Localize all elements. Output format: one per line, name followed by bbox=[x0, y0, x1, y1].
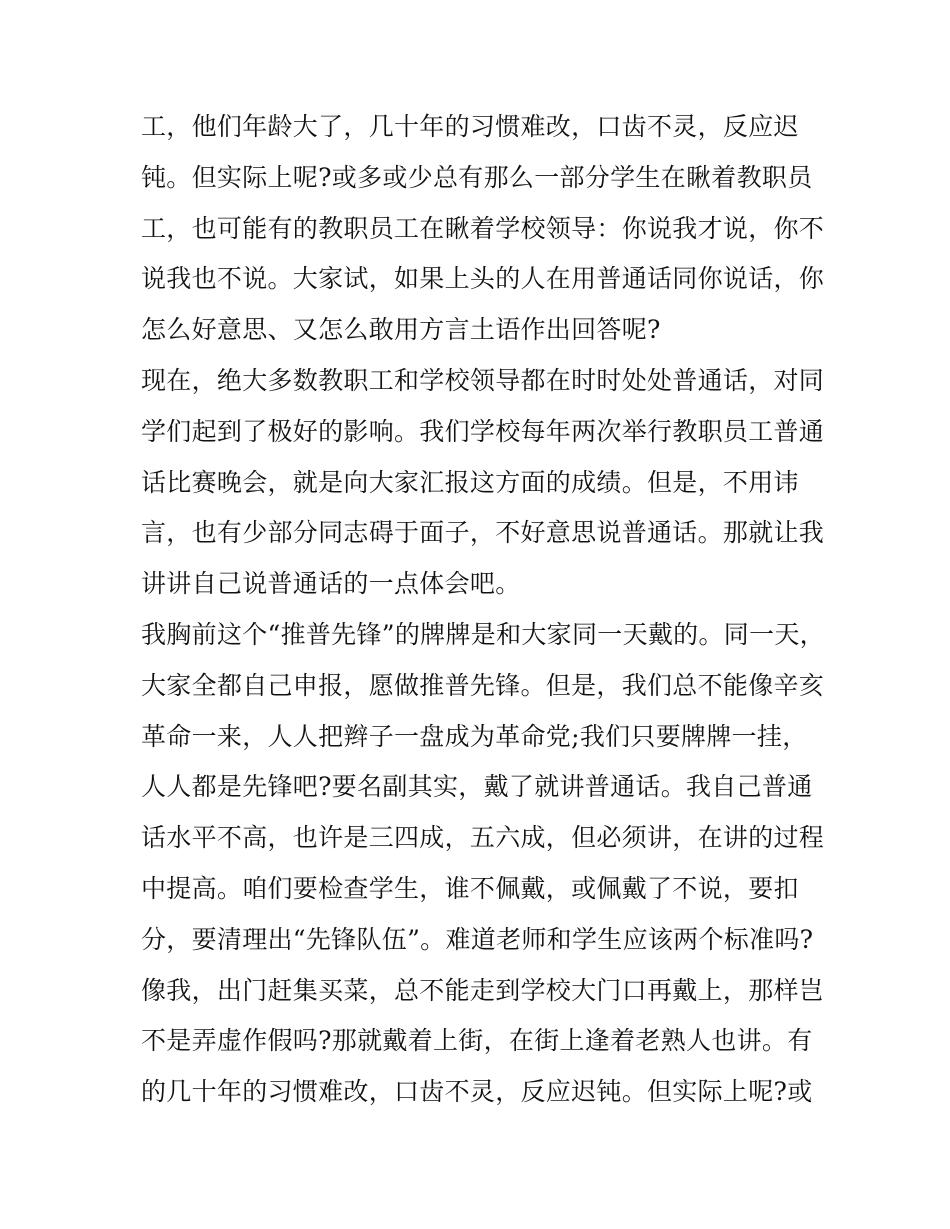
text-line: 怎么好意思、又怎么敢用方言土语作出回答呢? bbox=[141, 315, 661, 345]
text-line: 像我，出门赶集买菜，总不能走到学校大门口再戴上，那样岂 bbox=[141, 975, 825, 1005]
text-line: 分，要清理出“先锋队伍”。难道老师和学生应该两个标准吗? bbox=[141, 924, 814, 954]
text-line: 大家全都自己申报，愿做推普先锋。但是，我们总不能像辛亥 bbox=[141, 670, 825, 700]
text-line: 人人都是先锋吧?要名副其实，戴了就讲普通话。我自己普通 bbox=[141, 772, 813, 802]
text-line: 讲讲自己说普通话的一点体会吧。 bbox=[141, 569, 521, 599]
text-line: 我胸前这个“推普先锋”的牌牌是和大家同一天戴的。同一天， bbox=[141, 619, 825, 649]
text-line: 革命一来，人人把辫子一盘成为革命党;我们只要牌牌一挂， bbox=[141, 721, 808, 751]
text-line: 工，他们年龄大了，几十年的习惯难改，口齿不灵，反应迟 bbox=[141, 112, 799, 141]
text-line: 钝。但实际上呢?或多或少总有那么一部分学生在瞅着教职员 bbox=[141, 162, 813, 192]
text-line: 话水平不高，也许是三四成，五六成，但必须讲，在讲的过程 bbox=[141, 823, 825, 853]
text-line: 工，也可能有的教职员工在瞅着学校领导：你说我才说，你不 bbox=[141, 213, 825, 243]
text-line: 中提高。咱们要检查学生，谁不佩戴，或佩戴了不说，要扣 bbox=[141, 873, 799, 903]
text-line: 说我也不说。大家试，如果上头的人在用普通话同你说话，你 bbox=[141, 264, 825, 294]
text-line: 学们起到了极好的影响。我们学校每年两次举行教职员工普通 bbox=[141, 416, 825, 446]
text-line: 不是弄虚作假吗?那就戴着上街，在街上逢着老熟人也讲。有 bbox=[141, 1026, 813, 1056]
text-line: 的几十年的习惯难改，口齿不灵，反应迟钝。但实际上呢?或 bbox=[141, 1077, 813, 1107]
text-line: 现在，绝大多数教职工和学校领导都在时时处处普通话，对同 bbox=[141, 365, 825, 395]
body-text bbox=[141, 102, 831, 1118]
text-line: 言，也有少部分同志碍于面子，不好意思说普通话。那就让我 bbox=[141, 518, 825, 548]
text-line: 话比赛晚会，就是向大家汇报这方面的成绩。但是，不用讳 bbox=[141, 467, 799, 497]
